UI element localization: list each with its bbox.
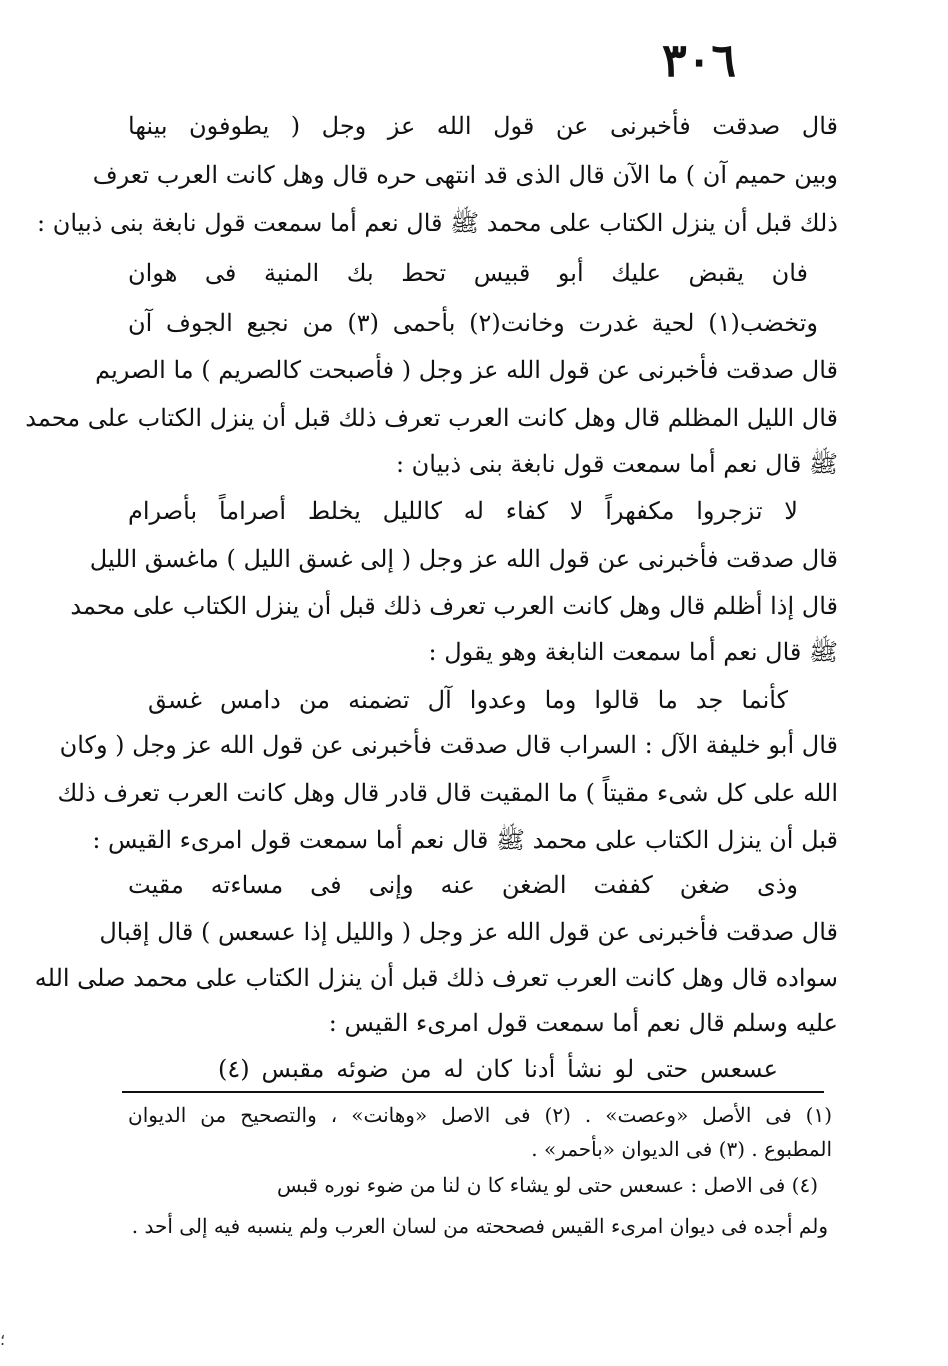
- text-line: قال صدقت فأخبرنى عن قول الله عز وجل ( يطوفون بينها: [128, 112, 838, 140]
- text-line: الله على كل شىء مقيتاً ) ما المقيت قال قادر قال وهل كانت العرب تعرف ذلك: [57, 779, 838, 807]
- text-line: قبل أن ينزل الكتاب على محمد ﷺ قال نعم أما سمعت قول امرىء القيس :: [92, 826, 838, 854]
- verse-line: فان يقبض عليك أبو قبيس تحط بك المنية فى هوان: [128, 259, 808, 287]
- footnote-line: (١) فى الأصل «وعصت» . (٢) فى الاصل «وهانت» ، والتصحيح من الديوان: [128, 1103, 832, 1127]
- text-line: قال صدقت فأخبرنى عن قول الله عز وجل ( والليل إذا عسعس ) قال إقبال: [99, 918, 838, 946]
- verse-line: وذى ضغن كففت الضغن عنه وإنى فى مساءته مقيت: [128, 871, 798, 899]
- verse-line: لا تزجروا مكفهراً لا كفاء له كالليل يخلط أصراماً بأصرام: [128, 497, 798, 525]
- verse-line: كأنما جد ما قالوا وما وعدوا آل تضمنه من دامس غسق: [148, 686, 788, 714]
- text-line: ذلك قبل أن ينزل الكتاب على محمد ﷺ قال نعم أما سمعت قول نابغة بنى ذبيان :: [37, 209, 838, 237]
- text-line: عليه وسلم قال نعم أما سمعت قول امرىء القيس :: [328, 1009, 838, 1037]
- text-line: وبين حميم آن ) ما الآن قال الذى قد انتهى حره قال وهل كانت العرب تعرف: [92, 161, 838, 189]
- footnote-line: المطبوع . (٣) فى الديوان «بأحمر» .: [531, 1137, 832, 1161]
- text-line: قال الليل المظلم قال وهل كانت العرب تعرف ذلك قبل أن ينزل الكتاب على محمد: [25, 404, 838, 432]
- verse-line: وتخضب(١) لحية غدرت وخانت(٢) بأحمى (٣) من نجيع الجوف آن: [128, 309, 818, 337]
- text-line: قال إذا أظلم قال وهل كانت العرب تعرف ذلك قبل أن ينزل الكتاب على محمد: [70, 592, 838, 620]
- footnote-line: (٤) فى الاصل : عسعس حتى لو يشاء كا ن لنا من ضوء نوره قبس: [276, 1173, 818, 1197]
- text-line: قال صدقت فأخبرنى عن قول الله عز وجل ( فأصبحت كالصريم ) ما الصريم: [95, 356, 838, 384]
- page-number: ٣٠٦: [662, 33, 737, 87]
- text-line: قال أبو خليفة الآل : السراب قال صدقت فأخبرنى عن قول الله عز وجل ( وكان: [59, 731, 838, 759]
- text-line: سواده قال وهل كانت العرب تعرف ذلك قبل أن ينزل الكتاب على محمد صلى الله: [34, 964, 838, 992]
- text-line: ﷺ قال نعم أما سمعت النابغة وهو يقول :: [428, 638, 838, 666]
- footnote-divider: [122, 1091, 824, 1093]
- footnote-line: ولم أجده فى ديوان امرىء القيس فصححته من لسان العرب ولم ينسبه فيه إلى أحد .: [131, 1214, 828, 1238]
- verse-line: عسعس حتى لو نشأ أدنا كان له من ضوئه مقبس (٤): [218, 1055, 778, 1083]
- edge-mark: ؛: [0, 1330, 6, 1349]
- text-line: قال صدقت فأخبرنى عن قول الله عز وجل ( إلى غسق الليل ) ماغسق الليل: [89, 545, 838, 573]
- text-line: ﷺ قال نعم أما سمعت قول نابغة بنى ذبيان :: [395, 450, 838, 478]
